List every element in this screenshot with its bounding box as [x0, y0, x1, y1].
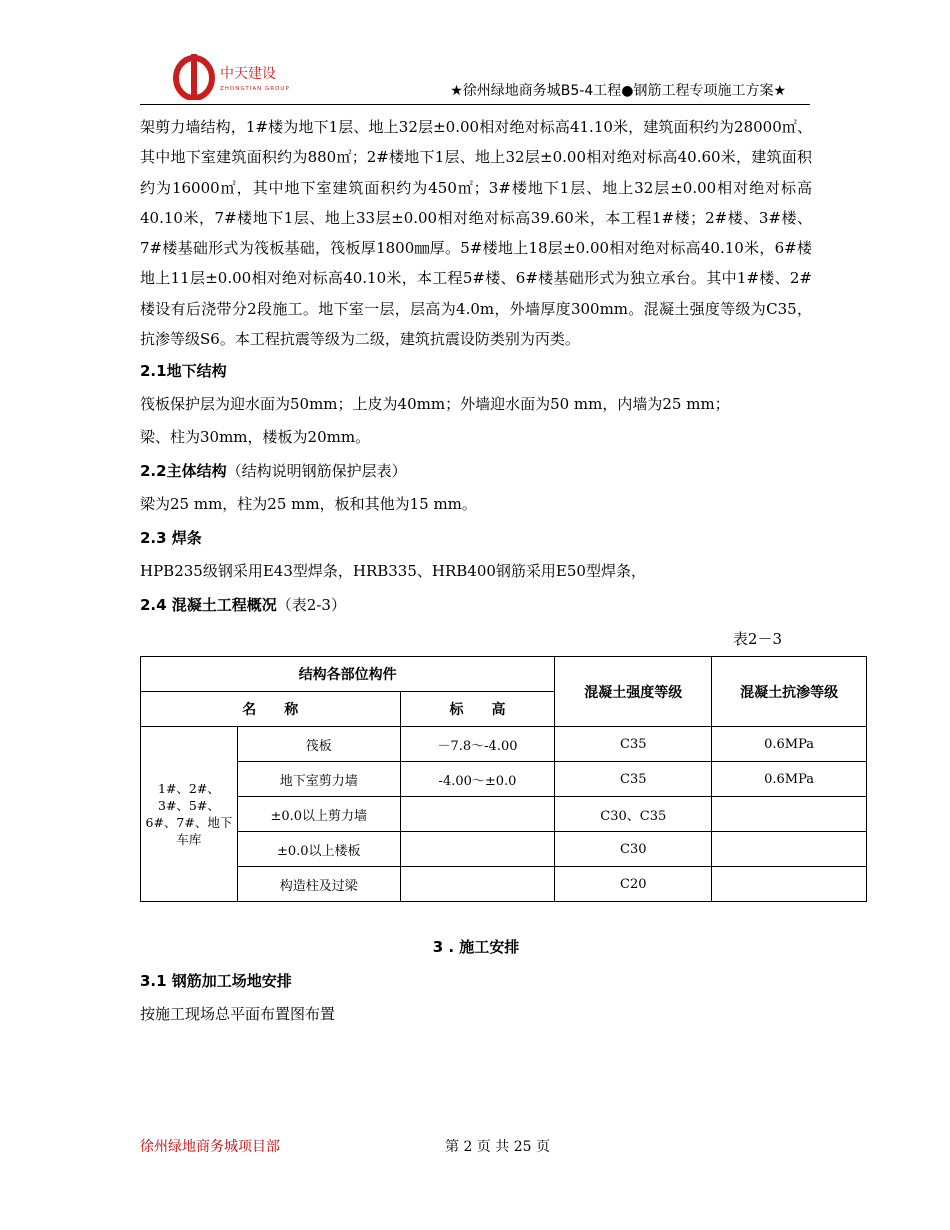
section-2-3-line: HPB235级钢采用E43型焊条，HRB335、HRB400钢筋采用E50型焊条，: [140, 562, 646, 581]
section-2-1-line-2: 梁、柱为30mm，楼板为20mm。: [140, 428, 371, 447]
section-2-2-line: 梁为25 mm，柱为25 mm，板和其他为15 mm。: [140, 495, 477, 514]
cell-elevation: [400, 797, 555, 832]
cell-strength: C20: [555, 867, 712, 902]
section-2-4-heading: [140, 588, 812, 622]
section-2-2-heading: [140, 454, 812, 488]
cell-name: 构造柱及过梁: [237, 867, 400, 902]
section-3-1-heading: 3.1 钢筋加工场地安排: [140, 972, 292, 991]
cell-elevation: [400, 832, 555, 867]
intro-paragraph: 架剪力墙结构，1#楼为地下1层、地上32层±0.00相对绝对标高41.10米，建筑面积约为28000㎡、其中地下室建筑面积约为880㎡；2#楼地下1层、地上32层±0.00相对绝对标高40.60米，建筑面积约为16000㎡，其中地下室建筑面积约为450㎡；3#楼地下1层、地上32层±0.00相对绝对标高40.10米，7#楼地下1层、地上33层±0.00相对绝对标高39.60米，本工程1#楼；2#楼、3#楼、7#楼基础形式为筏板基础，筏板厚1800㎜厚。5#楼地上18层±0.00相对绝对标高40.10米，6#楼地上11层±0.00相对绝对标高40.10米，本工程5#楼、6#楼基础形式为独立承台。其中1#楼、2#楼设有后浇带分2段施工。地下室一层，层高为4.0m，外墙厚度300mm。混凝土强度等级为C35，抗渗等级S6。本工程抗震等级为二级，建筑抗震设防类别为丙类。: [140, 118, 812, 349]
logo-subtext: ZHONGTIAN GROUP: [220, 86, 290, 92]
cell-name: ±0.0以上楼板: [237, 832, 400, 867]
document-title: ★徐州绿地商务城B5-4工程●钢筋工程专项施工方案★: [450, 83, 786, 99]
cell-impermeability: 0.6MPa: [712, 762, 867, 797]
cell-strength: C30: [555, 832, 712, 867]
cell-impermeability: 0.6MPa: [712, 727, 867, 762]
cell-name: 筏板: [237, 727, 400, 762]
section-2-2-title: 2.2主体结构: [140, 462, 227, 481]
cell-strength: C30、C35: [555, 797, 712, 832]
header-impermeability: 混凝土抗渗等级: [712, 657, 867, 727]
page-header: [140, 48, 810, 105]
header-elevation: 标 高: [400, 692, 555, 727]
table-row: [141, 727, 867, 762]
section-2-1-line-1: 筏板保护层为迎水面为50mm；上皮为40mm；外墙迎水面为50 mm，内墙为25 mm；: [140, 395, 730, 414]
concrete-table: [140, 656, 867, 902]
section-3-1-line: 按施工现场总平面布置图布置: [140, 1005, 336, 1024]
section-2-2-note: （结构说明钢筋保护层表）: [226, 462, 407, 481]
cell-elevation: [400, 867, 555, 902]
table-row: [141, 762, 867, 797]
logo-text: 中天建设: [220, 66, 276, 82]
cell-elevation: －7.8～-4.00: [400, 727, 555, 762]
company-logo: [170, 52, 320, 100]
section-2-4-note: （表2-3）: [276, 596, 346, 615]
cell-name: ±0.0以上剪力墙: [237, 797, 400, 832]
cell-name: 地下室剪力墙: [237, 762, 400, 797]
section-2-3-heading: 2.3 焊条: [140, 529, 202, 548]
table-row: [141, 832, 867, 867]
cell-strength: C35: [555, 727, 712, 762]
section-2-1-heading: 2.1地下结构: [140, 362, 227, 381]
table-row: [141, 867, 867, 902]
table-caption: 表2－3: [732, 630, 782, 649]
table-row: [141, 797, 867, 832]
cell-impermeability: [712, 797, 867, 832]
cell-strength: C35: [555, 762, 712, 797]
header-group: 结构各部位构件: [141, 657, 555, 692]
row-group-label: 1#、2#、3#、5#、6#、7#、地下车库: [141, 727, 238, 902]
page-content: [140, 112, 839, 1031]
cell-impermeability: [712, 867, 867, 902]
section-3-heading: 3 . 施工安排: [432, 938, 520, 957]
footer-project-name: 徐州绿地商务城项目部: [140, 1139, 280, 1155]
page-number: 第 2 页 共 25 页: [445, 1139, 550, 1155]
cell-impermeability: [712, 832, 867, 867]
header-name: 名 称: [141, 692, 401, 727]
cell-elevation: -4.00～±0.0: [400, 762, 555, 797]
section-2-4-title: 2.4 混凝土工程概况: [140, 596, 277, 615]
header-strength: 混凝土强度等级: [555, 657, 712, 727]
